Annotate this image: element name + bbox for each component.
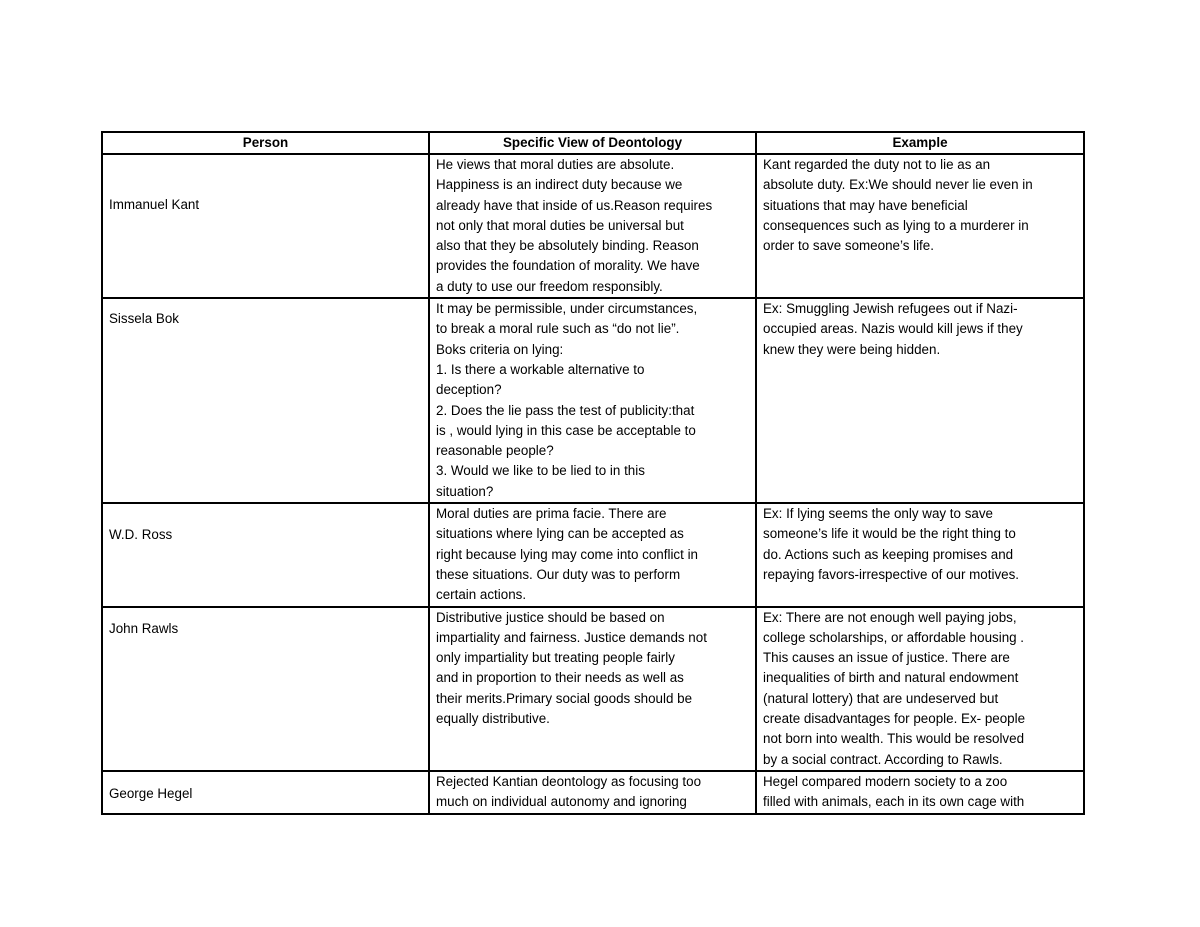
table-row [102,607,1084,771]
view-cell: Moral duties are prima facie. There are situations where lying can be accepted as right because lying may come into conflict in these situations. Our duty was to perform certain actions. [429,503,756,606]
example-cell: Kant regarded the duty not to lie as an absolute duty. Ex:We should never lie even in situations that may have beneficial consequences such as lying to a murderer in order to save someone’s life. [756,154,1084,298]
example-cell: Ex: Smuggling Jewish refugees out if Nazi- occupied areas. Nazis would kill jews if they knew they were being hidden. [756,298,1084,503]
header-person: Person [102,132,429,154]
person-cell [102,503,429,606]
person-cell [102,298,429,503]
person-cell [102,154,429,298]
person-cell [102,771,429,814]
table-row [102,154,1084,298]
view-cell: Distributive justice should be based on impartiality and fairness. Justice demands not only impartiality but treating people fairly and in proportion to their needs as well as their merits.Primary social goods should be equally distributive. [429,607,756,771]
person-cell [102,607,429,771]
example-cell: Ex: If lying seems the only way to save someone’s life it would be the right thing to do. Actions such as keeping promises and repaying favors-irrespective of our motives. [756,503,1084,606]
person-name: John Rawls [109,620,179,636]
table-row [102,503,1084,606]
header-row [102,132,1084,154]
person-name: George Hegel [109,786,193,802]
table-body [102,154,1084,814]
person-name: Immanuel Kant [109,196,200,212]
deontology-table [101,131,1085,815]
header-example: Example [756,132,1084,154]
view-cell: Rejected Kantian deontology as focusing too much on individual autonomy and ignoring [429,771,756,814]
table-row [102,298,1084,503]
table-row [102,771,1084,814]
example-cell: Hegel compared modern society to a zoo filled with animals, each in its own cage with [756,771,1084,814]
view-cell: It may be permissible, under circumstances, to break a moral rule such as “do not lie”. Boks criteria on lying: 1. Is there a workable alternative to deception? 2. Does the lie pass the test of publicity:that is , would lying in this case be acceptable to reasonable people? 3. Would we like to be lied to in this situation? [429,298,756,503]
person-name: Sissela Bok [109,311,179,327]
table-header [102,132,1084,154]
header-view: Specific View of Deontology [429,132,756,154]
person-name: W.D. Ross [109,526,173,542]
example-cell: Ex: There are not enough well paying jobs, college scholarships, or affordable housing . This causes an issue of justice. There are inequalities of birth and natural endowment (natural lottery) that are undeserved but create disadvantages for people. Ex- people not born into wealth. This would be resolved by a social contract. According to Rawls. [756,607,1084,771]
view-cell: He views that moral duties are absolute. Happiness is an indirect duty because we already have that inside of us.Reason requires not only that moral duties be universal but also that they be absolutely binding. Reason provides the foundation of morality. We have a duty to use our freedom responsibly. [429,154,756,298]
